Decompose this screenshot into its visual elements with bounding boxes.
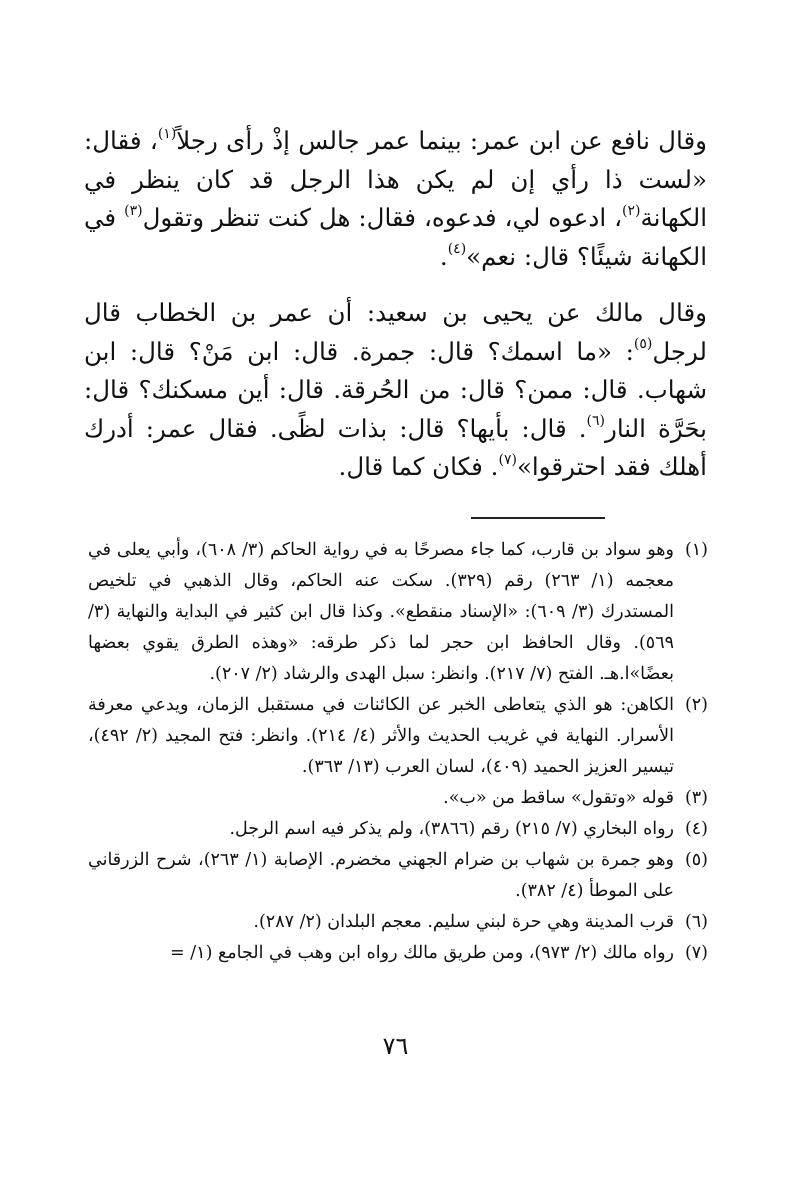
footnote-ref-5[interactable]: (٥) (633, 336, 653, 353)
p2-text-4: . فكان كما قال. (338, 452, 499, 481)
footnote-5 (88, 845, 708, 907)
paragraph-2 (84, 294, 707, 487)
footnote-separator (471, 517, 605, 519)
footnotes (88, 535, 708, 969)
p1-text-4: في الكهانة شيئًا؟ قال: نعم» (84, 203, 707, 271)
footnote-number: (٥) (684, 850, 708, 870)
footnote-ref-2[interactable]: (٢) (622, 202, 641, 219)
p1-text-3: ، ادعوه لي، فدعوه، فقال: هل كنت تنظر وتقول (142, 203, 623, 232)
footnote-ref-1[interactable]: (١) (157, 125, 177, 142)
footnote-7 (88, 938, 708, 969)
footnote-number: (٢) (684, 695, 708, 715)
footnote-text: قوله «وتقول» ساقط من «ب». (443, 788, 674, 808)
p2-text-3: . قال: بأيها؟ قال: بذات لظًى. فقال عمر: أدرك أهلك فقد احترقوا» (84, 413, 707, 481)
footnote-text: قرب المدينة وهي حرة لبني سليم. معجم البلدان (٢/ ٢٨٧). (253, 912, 674, 932)
footnote-6 (88, 907, 708, 938)
footnote-text: رواه البخاري (٧/ ٢١٥) رقم (٣٨٦٦)، ولم يذكر فيه اسم الرجل. (229, 819, 674, 839)
p1-text-2: ، فقال: «لست ذا رأي إن لم يكن هذا الرجل قد كان ينظر في الكهانة (84, 126, 707, 232)
footnote-ref-3[interactable]: (٣) (124, 202, 143, 219)
p2-text-2: : «ما اسمك؟ قال: جمرة. قال: ابن مَنْ؟ قال: ابن شهاب. قال: ممن؟ قال: من الحُرقة. قال: أين مسكنك؟ قال: بحَرَّة النار (84, 336, 707, 443)
footnote-number: (١) (684, 540, 708, 560)
footnote-text: وهو جمرة بن شهاب بن ضرام الجهني مخضرم. الإصابة (١/ ٢٦٣)، شرح الزرقاني على الموطأ (٤/ ٣٨٢). (88, 850, 674, 901)
p1-text-1: وقال نافع عن ابن عمر: بينما عمر جالس إذْ رأى رجلاً (176, 126, 707, 155)
footnote-number: (٧) (684, 943, 708, 963)
footnote-ref-6[interactable]: (٦) (586, 413, 605, 430)
footnote-2 (88, 690, 708, 783)
main-text (84, 122, 707, 487)
p1-text-5: . (439, 241, 448, 271)
footnote-text: وهو سواد بن قارب، كما جاء مصرحًا به في رواية الحاكم (٣/ ٦٠٨)، وأبي يعلى في معجمه (١/ ٢٦٣) رقم (٣٢٩). سكت عنه الحاكم، وقال الذهبي في تلخيص المستدرك (٣/ ٦٠٩): «الإسناد منقطع». وكذا قال ابن كثير في البداية والنهاية (٣/ ٥٦٩). وقال الحافظ ابن حجر لما ذكر طرقه: «وهذه الطرق يقوي بعضها بعضًا»ا.هـ. الفتح (٧/ ٢١٧). وانظر: سبل الهدى والرشاد (٢/ ٢٠٧). (88, 540, 674, 684)
footnote-ref-4[interactable]: (٤) (447, 241, 467, 258)
p2-text-1: وقال مالك عن يحيى بن سعيد: أن عمر بن الخطاب قال لرجل (84, 298, 707, 366)
footnote-ref-7[interactable]: (٧) (498, 451, 517, 468)
footnote-number: (٦) (684, 912, 708, 932)
footnote-4 (88, 814, 708, 845)
footnote-1 (88, 535, 708, 690)
page-number: ٧٦ (382, 1032, 409, 1060)
footnote-3 (88, 783, 708, 814)
footnote-text: رواه مالك (٢/ ٩٧٣)، ومن طريق مالك رواه ابن وهب في الجامع (١/ = (170, 943, 674, 963)
footnote-number: (٣) (684, 788, 708, 808)
footnote-text: الكاهن: هو الذي يتعاطى الخبر عن الكائنات في مستقبل الزمان، ويدعي معرفة الأسرار. النهاية في غريب الحديث والأثر (٤/ ٢١٤). وانظر: فتح المجيد (٢/ ٤٩٢)، تيسير العزيز الحميد (٤٠٩)، لسان العرب (١٣/ ٣٦٣). (88, 695, 674, 777)
footnote-number: (٤) (684, 819, 708, 839)
paragraph-1 (84, 122, 707, 276)
